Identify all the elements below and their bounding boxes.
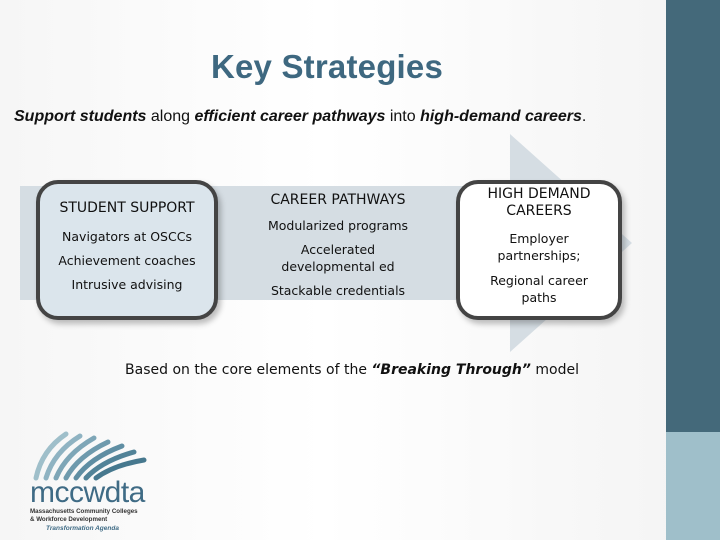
logo-line: & Workforce Development (30, 516, 108, 523)
box-item: Regional career (490, 273, 588, 288)
subtitle-text: along (146, 108, 195, 125)
box-item: Accelerated (300, 242, 376, 257)
logo-tagline: Transformation Agenda (46, 525, 119, 532)
model-note (0, 362, 704, 378)
box-item: Stackable credentials (270, 283, 406, 298)
career-pathways-box (244, 180, 432, 320)
box-item: Modularized programs (267, 218, 409, 233)
box-item: partnerships; (497, 248, 581, 263)
box-heading: CAREER PATHWAYS (270, 192, 406, 208)
box-item: Navigators at OSCCs (62, 229, 192, 244)
box-item: Intrusive advising (71, 277, 183, 292)
box-heading: STUDENT SUPPORT (59, 200, 195, 216)
student-support-box (36, 180, 218, 320)
box-heading: CAREERS (506, 203, 572, 219)
subtitle-emphasis: high-demand careers (420, 108, 582, 125)
note-text: model (530, 362, 579, 378)
subtitle-text: into (385, 108, 421, 125)
logo-line: Massachusetts Community Colleges (30, 508, 138, 515)
page-title: Key Strategies (210, 48, 444, 85)
subtitle-emphasis: Support students (14, 108, 147, 125)
subtitle-emphasis: efficient career pathways (194, 108, 386, 125)
box-item: Employer (509, 231, 569, 246)
logo-wordmark: mccwdta (30, 476, 145, 509)
subtitle-text: . (581, 108, 587, 125)
box-item: paths (521, 290, 557, 305)
note-text: Based on the core elements of the (125, 362, 372, 378)
high-demand-careers-box (456, 180, 622, 320)
box-heading: HIGH DEMAND (487, 186, 591, 202)
box-item: Achievement coaches (58, 253, 196, 268)
mccwdta-logo (26, 428, 176, 540)
note-emphasis: “Breaking Through” (371, 362, 531, 378)
box-item: developmental ed (281, 259, 395, 274)
